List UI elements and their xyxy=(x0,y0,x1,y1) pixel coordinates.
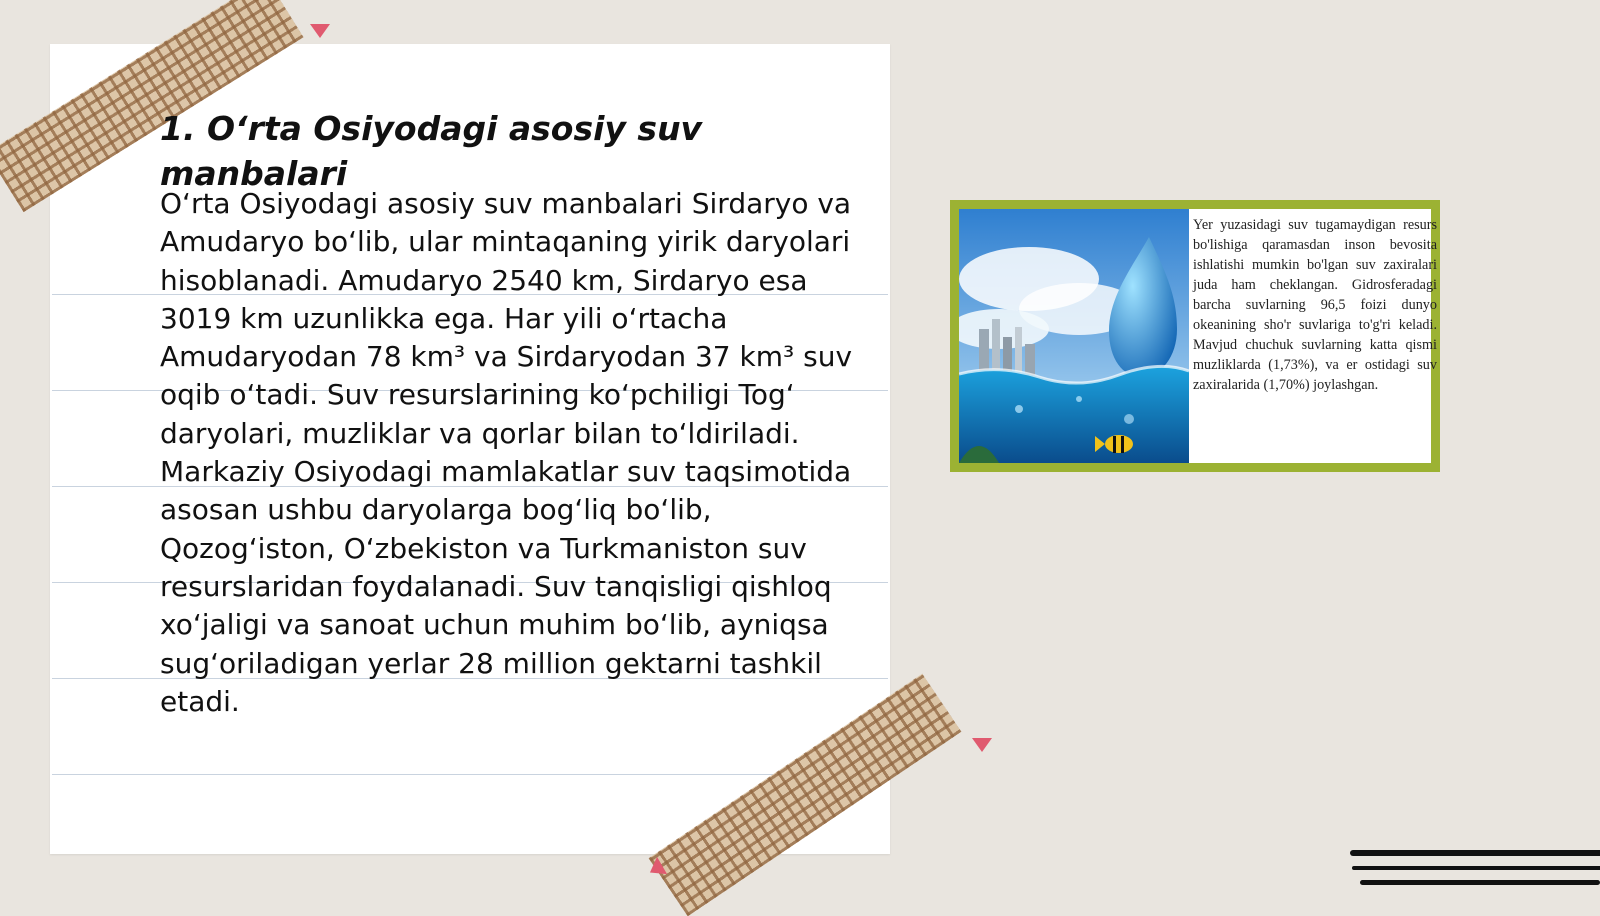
info-card xyxy=(950,200,1440,472)
brush-stroke xyxy=(1350,850,1600,856)
pin-icon xyxy=(972,738,992,752)
pin-icon xyxy=(310,24,330,38)
paper-rule-line xyxy=(52,774,888,775)
brush-stroke xyxy=(1352,866,1600,870)
slide-body-text: O‘rta Osiyodagi asosiy suv manbalari Sirdaryo va Amudaryo bo‘lib, ular mintaqaning yirik daryolari hisoblanadi. Amudaryo 2540 km, Sirdaryo esa 3019 km uzunlikka ega. Har yili o‘rtacha Amudaryodan 78 km³ va Sirdaryodan 37 km³ suv oqib o‘tadi. Suv resurslarining ko‘pchiligi Tog‘ daryolari, muzliklar va qorlar bilan to‘ldiriladi. Markaziy Osiyodagi mamlakatlar suv taqsimotida asosan ushbu daryolarga bog‘liq bo‘lib, Qozog‘iston, O‘zbekiston va Turkmaniston suv resurslaridan foydalanadi. Suv tanqisligi qishloq xo‘jaligi va sanoat uchun muhim bo‘lib, ayniqsa sug‘oriladigan yerlar 28 million gektarni tashkil etadi. xyxy=(160,187,853,718)
brush-stroke xyxy=(1360,880,1600,885)
water-drop-ocean-icon xyxy=(959,209,1189,463)
card-caption: Yer yuzasidagi suv tugamaydigan resurs bo'lishiga qaramasdan inson bevosita ishlatishi mumkin bo'lgan suv zaxiralari juda ham cheklangan. Gidrosferadagi barcha suvlarning 96,5 foizi dunyo okeanining sho'r suvlariga to'g'ri keladi. Mavjud chuchuk suvlarning katta qismi muzliklarda (1,73%), va er ostidagi suv zaxiralarida (1,70%) joylashgan. xyxy=(1193,217,1437,393)
slide-title: 1. O‘rta Osiyodagi asosiy suv manbalari xyxy=(160,109,703,193)
